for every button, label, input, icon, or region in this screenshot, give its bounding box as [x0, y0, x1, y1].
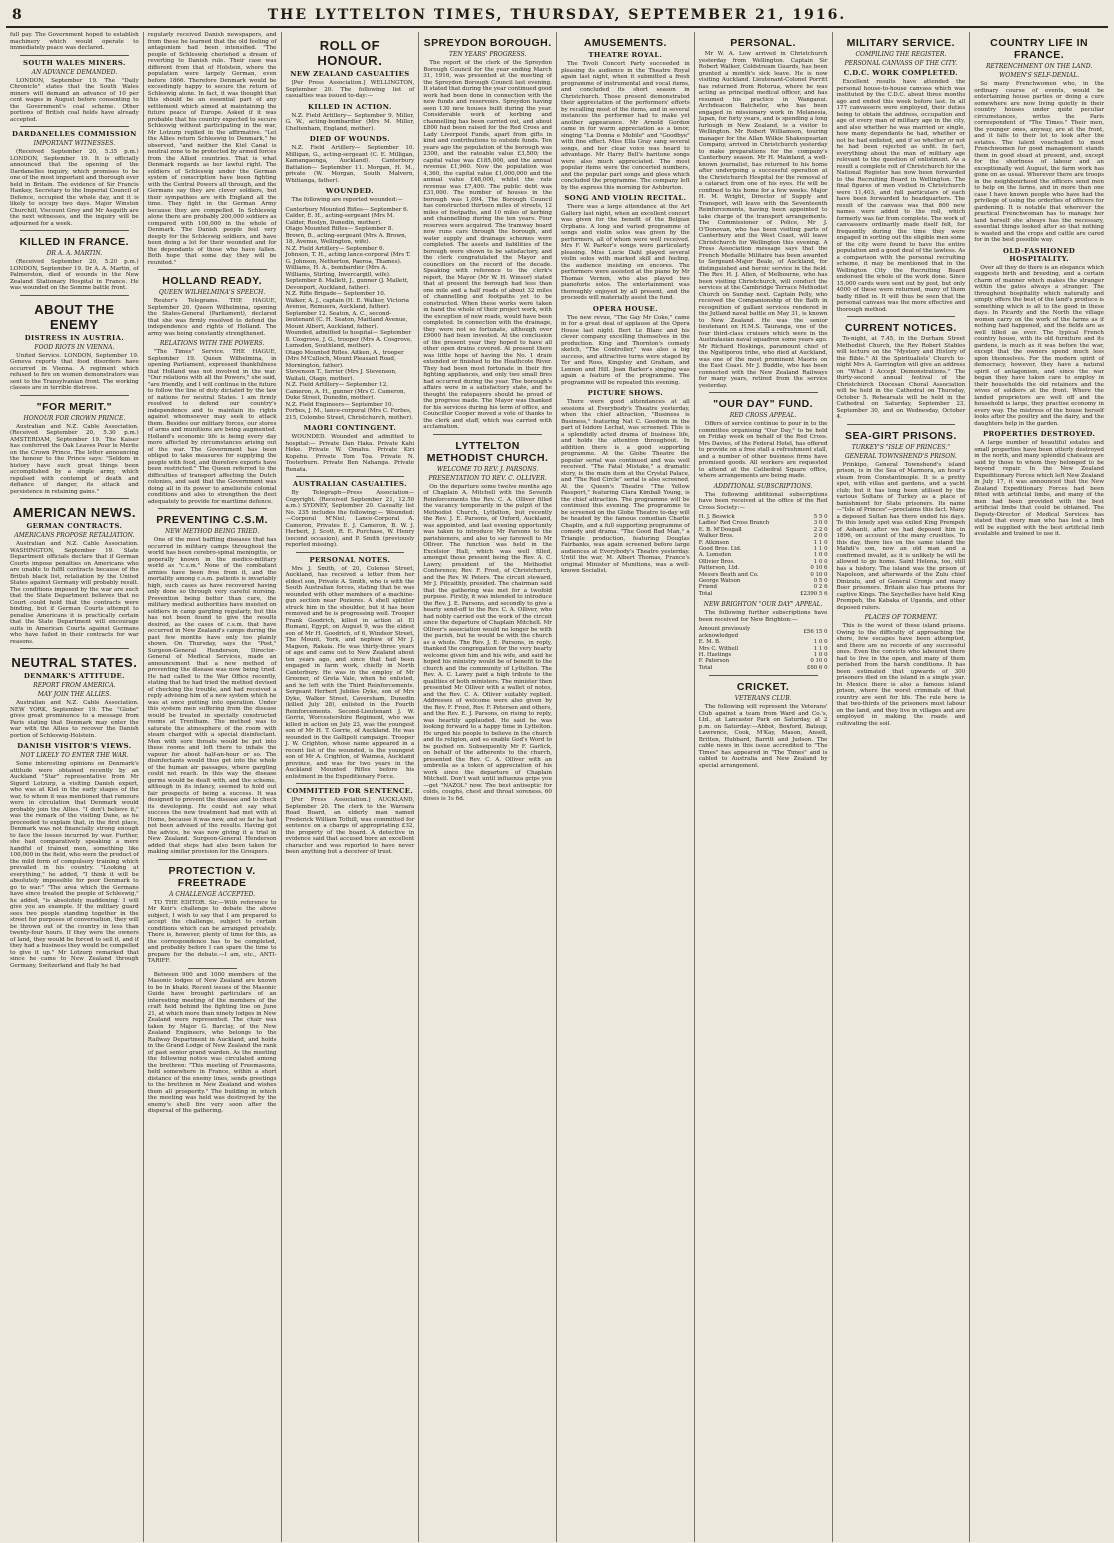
subheadline: WOUNDED.: [325, 187, 374, 195]
article-text: Mrs J. Smith, of 20, Colenso Street, Auckland, has received a letter from her eldest son, Private A. Smith, who is with the South Australian forces, stating that he was wounded with other members of a machine-gun section near Pozieres. A shell splinter struck him in the shoulder, but it has been removed and he is progressing well. Trooper Frank Goodrich, killed in action at El Rumani, Egypt, on August 9, was the eldest son of Mr H. Goodrich, of 6, Windsor Street, The Mount, York, and nephew of Mr J. Magson, Rakaia. He was thirty-three years of age and came out to New Zealand about ten years ago, and since that had been engaged in farm work, chiefly in North Canterbury. He was in the employ of Mr Greener, of Greta Vale, when he enlisted, and he left with the Third Reinforcements. Sergeant Herbert Jubilee Dyke, son of Mrs Dyke, Walker Street, Caversham, Dunedin (killed July 28), enlisted in the Fourth Reinforcements. Second-Lieutenant J. W. Gorrie, Worcestershire Regiment, who was killed in action on July 23, was the youngest son of Mr H. T. Gorrie, of Auckland. He was wounded in the Gallipoli campaign. Trooper J. W. Crighton, whose name appeared in a recent list of the wounded, is the youngest son of Mr A. Crighton, of Waimea, Auckland province, and was for two years in the Auckland Mounted Rifles before his enlistment in the Expeditionary Force.: [285, 565, 415, 780]
headline: ABOUT THE ENEMY: [34, 301, 115, 332]
column-4: [419, 32, 557, 1542]
headline: AMUSEMENTS.: [583, 37, 667, 49]
subheadline: DANISH VISITOR'S VIEWS.: [17, 742, 132, 750]
column-6: [695, 32, 833, 1542]
list-item: N.Z. Field Artillery— September 12. Cameron, A. H., gunner (Mrs C. Cameron, Duke Street, Dunedin, mother).: [285, 382, 406, 401]
subheadline: PERSONAL CANVASS OF THE CITY.: [844, 60, 958, 67]
subheadline: OPERA HOUSE.: [592, 304, 658, 313]
article-text: WOUNDED. Wounded and admitted to hospital:— Private Dan Haka. Private Kahi Heke. Private W. Omahu. Private Kiri Kopehu. Private Tom Toa. Private N. Tooterburn. Private Ben Nahanga. Private Renata.: [285, 434, 415, 473]
list-item: Stevenson T., farrier (Mrs J. Stevenson, Waitati, Otago, mother).: [285, 369, 397, 382]
subheadline: VETERANS CLUB.: [734, 695, 792, 703]
table-row: Friend 0 2 6: [698, 584, 828, 591]
headline: DARDANELLES COMMISSION: [12, 130, 137, 138]
subheadline: RETRENCHMENT ON THE LAND.: [986, 63, 1093, 70]
subheadline: GENERAL TOWNSHEND'S PRISON.: [844, 452, 957, 460]
subheadline: SONG AND VIOLIN RECITAL.: [564, 194, 687, 202]
subheadline: TURKEY'S "ISLE OF PRINCES.": [851, 443, 951, 451]
subheadline: FOOD RIOTS IN VIENNA.: [34, 343, 115, 351]
headline: AMERICAN NEWS.: [12, 505, 137, 520]
table-row: H. J. Beswick 5 5 0: [698, 514, 828, 520]
column-5: [557, 32, 695, 1542]
headline: NEUTRAL STATES.: [11, 655, 138, 670]
subheadline: PERSONAL NOTES.: [309, 555, 391, 564]
headline: "OUR DAY" FUND.: [713, 398, 814, 410]
column-1: [6, 32, 144, 1542]
table-row: E. M. B. 1 0 0: [698, 639, 828, 646]
article-text: United Service. LONDON, September 19. Geneva reports that food disorders have occurred in Vienna. A regiment which refused to fire on women demonstrators was sent to the Transylvanian front. The working classes are in terrible distress.: [10, 352, 139, 391]
headline: HOLLAND READY.: [162, 275, 262, 287]
article-text: Australian and N.Z. Cable Association. NEW YORK, September 19. The "Globe" gives great prominence to a message from Paris stating that Denmark may enter the war with the Allies to recover the Danish portion of Schleswig-Holstein.: [10, 700, 139, 739]
subheadline: QUEEN WILHELMINA'S SPEECH.: [158, 289, 266, 296]
article-text: (Received September 20, 5.35 p.m.) LONDON, September 19. It is officially announced that the opening of the Dardanelles inquiry, which promises to be one of the most important and thorough ever held in Britain. The evidence of Sir Francis Hankey, Secretary to the Imperial Council of Defence, occupied the whole day, and it is likely to occupy two days. Major Winston Churchill, Viscount Grey and Mr Asquith are the next witnesses, and the inquiry will be adjourned for a week.: [10, 149, 139, 227]
subheadline: OLD-FASHIONED HOSPITALITY.: [1003, 246, 1076, 263]
headline: PERSONAL.: [730, 37, 796, 49]
subheadline: NEW BRIGHTON "OUR DAY" APPEAL.: [703, 601, 823, 609]
table-row: H. Hastings 1 0 0: [698, 651, 828, 658]
subheadline: PICTURE SHOWS.: [587, 389, 664, 397]
article-text: "The Times" Service. THE HAGUE, September 19. Queen Wilhelmina, in opening Parliament, expressed thankfulness that Holland was not involved in the war. "Our relations with all the Powers," she said, "are friendly, and I will continue in the future to follow the line of duty dictated by the law of nations for neutral States. I am firmly resolved to defend our country's independence and to maintain its rights against whomsoever may seek to attack them. Besides our military forces, our stores of arms and munitions are being augmented. Holland's economic life is being every day more affected by circumstances arising out of the war. The Government has been obliged to take measures for supplying the people with food, and therefore exports have been restricted." The Queen referred to the difficulties of transport affecting the Dutch colonies, and said that the Government was doing all in its power to ameliorate colonial conditions and also to strengthen the fleet adequately to provide for maritime defence.: [147, 349, 277, 505]
subheadline: WOMEN'S SELF-DENIAL.: [999, 72, 1080, 79]
article-text: A large number of beautiful estates and small properties have been utterly destroyed in the north, and many splendid chateaux are said by those to whom they belonged to be beyond repair. In the New Zealand Expeditionary Forces which left New Zealand in July 17, it was announced that the New Zealand Expeditionary Forces had been fitted with artificial limbs, and many of the men had been provided with the best artificial limbs that could be obtained. The Deputy-Director of Medical Services has stated that every man who has lost a limb will be supplied with the best artificial limb available and trained to use it.: [974, 440, 1104, 537]
page-number: 8: [12, 7, 22, 23]
article-text: One of the most baffling diseases that has occurred in military camps throughout the world has been cerebro-spinal meningitis, or generally known in the medico-military world as "c.s.m." None of the combatant armies have been free from it, and the mortality among c.s.m. patients is invariably high, such cases as have recovered having only done so through very careful nursing. Prevention being better than cure, the military medical authorities have insisted on soldiers in camp gargling regularly, but this has not been found to give the results desired, as the cases of c.s.m. that have occurred in New Zealand's camps during the past few months have only too plainly shown. On Thursday, says the "Post," Surgeon-General Henderson, Director-General of Medical Services, made an announcement that a new method of preventing the disease was now being tried. He had called to the War Office recently, stating that he had tried the method devised of checking the trouble, and had received a reply advising him of a new system which he was at once putting into operation. Under this system men suffering from the disease would be treated in specially constructed rooms at Trentham. The method was to saturate the atmosphere of the room with steam charged with a special disinfectant. Men with sore throats would be put into these rooms and left there to inhale the vapour for about half-an-hour or so. The disinfectants would thus get into the whole of the human air passages, where gargling could not reach. In this way the disease germs would be dealt with, and the scheme, although in its infancy, seemed to hold out fair prospects of being a success. It was designed to prevent the disease and to check its developing. He could not say what success the new treatment had met with at Home, because it was new, and so far he had not been advised of the results. Having got the advice, he was now giving it a trial in New Zealand. Surgeon-General Henderson added that steps had also been taken for making similar provision for the Groupers.: [147, 537, 277, 855]
table-row: Ollivier Bros. 1 0 0: [698, 558, 828, 565]
subheadline: HONOUR FOR CROWN PRINCE.: [23, 414, 126, 422]
list-item: Wounded, admitted to hospital— September 8. Cosgrove, J. G., trooper (Mrs A. Cosgrove, Lumsden, Southland, mother).: [285, 330, 412, 349]
article-text: The new revue, "The Gay Mr Coke," came in for a great deal of applause at the Opera House last night. Bert Le Blanc and his clever company excelling themselves in the production. King and Thornton's comedy sketch, "The Controller," was also a big success, and attractive turns were staged by Ter and Ross, Kingsley and Graham, and Lennon and Hill. Joan Barker's singing was again a feature of the programme. The programme will be repeated this evening.: [561, 314, 690, 386]
article-text: The Tivoli Concert Party succeeded in pleasing its audience in the Theatre Royal again last night, when it submitted a fresh programme of instrumental and vocal items, and concluded its short season in Christchurch. Those present demonstrated their appreciation of the performers' efforts by recalling most of the items, and in several instances the performer had to make yet another appearance. Mr Arnold Gordon came in for warm appreciation as a tenor, singing "La Donna e Mobile" and "Goodbye" with fine effect. Miss Ella Gray sang several songs, and her clear voice was heard to advantage. Mr Harry Bell's baritone songs were also much appreciated. The most popular items were the concerted numbers, and the popular part songs and glees which concluded the programme. The company left by the express this morning for Ashburton.: [561, 61, 690, 191]
article-text: There was a large attendance at the Art Gallery last night, when an excellent concert was given for the benefit of the Belgian Orphans. A long and varied programme of songs and violin solos was given by the performers, all of whom were well received. Mrs F. W. Parker's songs were particularly pleasing. Miss Lucie Dahl played several violin solos with marked skill and feeling, the audience insisting on encores. The performers were assisted at the piano by Mr Thomas Vernon, who also played two pianoforte solos. The entertainment was thoroughly enjoyed by all present, and the proceeds will materially assist the fund.: [561, 204, 690, 301]
columns: [6, 32, 1108, 1542]
article-text: To-night, at 7.45, in the Durham Street Methodist Church, the Rev Robert Stables will lecture on the "Mystery and History of the Bible." At the Spiritualists' Church to-night Mrs A. Garrington will give an address on "What I Accept Demonstrations." The thirty-second annual festival of the Christchurch Diocesan Choral Association will be held in the Cathedral on Thursday, October 5. Rehearsals will be held in the Cathedral on Saturday, September 23, September 30, and on Wednesday, October 4.: [836, 336, 966, 420]
table-row: Patterson, Ltd. 0 10 6: [698, 565, 828, 572]
list-item: September 12. Seaton, A. C., second-lieutenant (C. H. Seaton, Maitland Avenue, Mount Albert, Auckland, father).: [285, 310, 408, 330]
article-text: Australian and N.Z. Cable Association. (Received September 20, 5.30 p.m.) AMSTERDAM, September 19. The Kaiser has conferred the Oak Leaves Pour le Merite on the Crown Prince. The letter announcing the honour to the Prince says: "Seldom in history have such great things been accomplished by a single army, which repulsed with contempt of death and defiance of danger, its attack and persistence in retaining gains.": [10, 423, 139, 495]
masthead: [6, 4, 1108, 28]
list-item: September 8. Mallett, J., gunner (J. Mallett, Devonport, Auckland, father).: [285, 278, 409, 291]
table-row: Messrs Beath and Co. 0 10 0: [698, 571, 828, 578]
headline: SOUTH WALES MINERS.: [23, 58, 126, 67]
subheadline: GERMAN CONTRACTS.: [26, 522, 123, 530]
table-row: Mrs C. Withell 1 1 0: [698, 645, 828, 652]
subheadline: PRESENTATION TO REV. C. OLLIVER.: [428, 474, 547, 482]
subheadline: AN ADVANCE DEMANDED.: [31, 68, 118, 76]
article-text: This is the worst of these island prisons. Owing to the difficulty of approaching the shore, few escapes have been attempted, and there are no records of any successful ones. Even the convicts who laboured there had to live in the open, and many of them perished from the harsh conditions. It has been estimated that upwards of 300 prisoners died on the island in a single year. In Mexico there is also a famous island prison, where the worst criminals of that country are sent for life. The rule here is that two-thirds of the prisoners must labour on the land, and they live in villages and are employed in making the roads and cultivating the soil.: [836, 623, 966, 727]
list-item: N.Z. Field Engineers— September 10. Forbes, J. M., lance-corporal (Mrs C. Forbes, 215, Colombo Street, Christchurch, mother).: [285, 401, 413, 421]
article-text: Excellent results have attended the personal house-to-house canvass which was instituted by the C.D.C. about three months ago and ended this week before last. In all 177 canvassers were employed, their duties being to obtain the address, occupation and age of every man of military age in the city, and also whether he was married or single, how many dependants he had, whether or not he had enlisted, and if so whether or not he had been rejected as unfit. In fact, everything about the man of military age relevant to the question of enlistment. As a result a complete roll of Christchurch for the National Register has now been forwarded to the Recruiting Board in Wellington. The final figures of men visited in Christchurch were 11,403, and full particulars of each have been forwarded to headquarters. The result of the canvass was that 800 new names were added to the roll, which formerly was far from complete. The work of canvassers ordinarily made itself felt, for frequently during the time they were engaged in sorting out the eligible men some of the city were found to have the entire population and a good deal of the lawless. As a comparison with the personal recruiting scheme, it may be mentioned that in the Wellington City the Recruiting Board endorsed the whole of the work done. Since 15,000 cards were sent out by post, but only 4000 of these were returned, many of them badly filled in. It will thus be seen that the personal canvass was the more effective and thorough method.: [836, 79, 966, 313]
list-item: N.Z. Rifle Brigade— September 10.: [285, 291, 386, 297]
article-text: Offers of service continue to pour in to the committee organising "Our Day," to be held on Friday week on behalf of the Red Cross. Mrs Davies, of the Federal Hotel, has offered to provide on a free stall a refreshment stall, and a number of other business firms have promised goods. All workers are requested to attend at the Cathedral Square office, where arrangements are being made.: [698, 421, 828, 479]
subscriptions-table: [699, 514, 828, 597]
subheadline: REPORT FROM AMERICA.: [33, 682, 116, 689]
subheadline: PROPERTIES DESTROYED.: [982, 430, 1096, 438]
subheadline: MAORI CONTINGENT.: [303, 424, 397, 432]
subheadline: DISTRESS IN AUSTRIA.: [24, 333, 125, 342]
article-text: Between 900 and 1000 members of the Masonic lodges of New Zealand are known to be in khaki. Recent issues of the Masonic Guide have brought particulars of an interesting meeting of the members of the craft held behind the fighting line on June 21, at which more than ninety lodges in New Zealand were represented. The chair was taken by Major G. Barclay, of the New Zealand Engineers, who belongs to the Railway Department in Auckland, and holds in the Grand Lodge of New Zealand the rank of past senior grand warden. As the meeting the following notice was circulated among the brethren: "This meeting of Freemasons, held somewhere in France, within a short distance of the enemy lines, sends greetings to the brethren in New Zealand and wishes them all prosperity." The building in which the meeting was held was destroyed by the enemy's shell fire very soon after the dispersal of the gathering.: [147, 971, 277, 1114]
table-row: Good Bros. Ltd. 1 1 0: [698, 546, 828, 553]
subheadline: DIED OF WOUNDS.: [309, 135, 390, 143]
table-row: Total £2390 5 6: [698, 590, 828, 597]
article-text: [Per Press Association.] WELLINGTON, September 20. The following list of casualties was issued to-day:—: [285, 80, 415, 99]
subheadline: AUSTRALIAN CASUALTIES.: [292, 480, 407, 488]
article-text: Some interesting opinions on Denmark's attitude were obtained recently by an Auckland "Star" representative from Mr Sigurd Lotzurp, a visiting Danish expert, who was at Kiel in the early stages of the war, to whom it was mentioned that rumours were in circulation that Denmark would probably join the Allies. "I don't believe it," was the remark of the visiting Dane, as he proceeded to explain that, in the first place, Denmark was not financially strong enough to face the losses incurred by war. Further, she had comparatively speaking a mere handful of trained men, something like 100,000 in the field, who were the product of the mild form of compulsory training which prevailed in his country. "Looking at everything," he added, "I think it will be absolutely impossible for poor Denmark to go to war." "The area which the Germans have since treated the people of Schleswig," he added, "is absolutely maddening. I will give you an example. If the military guard sees two people standing together in the street for purposes of conversation, they will be thrown out of the country in less than twenty-four hours. If they were the owners of land, they would be forced to sell it, and if they had a business they would be compelled to give it up." Mr Lotzurp remarked that since he came to New Zealand through Germany, Switzerland and Italy he had: [10, 761, 139, 969]
article-text: [Per Press Association.] AUCKLAND, September 20. The clerk to the Waroara Road Board, an elderly man named Frederick William Tothill, was committed for sentence on a charge of appropriating £32, the property of the board. A detective in evidence said that accused bore an excellent character and was reported to have never been anything but a deceiver of trust.: [285, 797, 415, 855]
headline: COUNTRY LIFE IN FRANCE.: [990, 37, 1089, 61]
table-row: Walker Bros. 2 0 0: [698, 533, 828, 540]
subheadline: ADDITIONAL SUBSCRIPTIONS.: [713, 482, 813, 490]
article-text: N.Z. Field Artillery— September 9. Miller, G. W., acting-bombardier (Mrs M. Miller, Cheltenham, England, mother).: [285, 112, 415, 132]
article-text: The following are reported wounded:—: [291, 197, 403, 203]
article-text: N.Z. Field Artillery— September 10. Milligan, G., acting-sergeant (C. E. Milligan, Kamangaonga, Auckland). Canterbury Battalion— September 11. Morgan, H. M., private (W. Morgan, South Malvern, Whitianga, father).: [285, 145, 415, 184]
headline: "FOR MERIT.": [36, 400, 113, 413]
subheadline: A CHALLENGE ACCEPTED.: [169, 890, 256, 898]
headline: CURRENT NOTICES.: [844, 322, 957, 334]
article-text: Over all they do there is an elegance which suggests birth and breeding, and a certain charm of manner which makes the stranger within the gates always a stranger. The throughout hospitality which naturally and simply offers the best of the land's produce is something which is all to the good in these days. In Picardy and the North the village women carry on the work of the farms as if nothing had happened, and the fields are as well tilled as ever. The typical French country house, with its old furniture and its gardens, is much as it was before the war, except that the owners spend much less upon themselves. For the modern spirit of democracy, however, they have a natural spirit of antagonism, and since the war began they have taken care to employ in their households the old retainers and the wives of soldiers at the front. Where the landed proprietors are well off and the household is large, they practise economy in every way. The mistress of the house herself looks after the poultry and the dairy, and the daughters help in the garden.: [974, 264, 1104, 427]
article-text: On the departure some twelve months ago of Chaplain A. Mitchell with the Seventh Reinforcements the Rev. C. A. Olliver filled the vacancy temporarily in the pulpit of the Methodist Church, Lyttelton, but recently the Rev. J. E. Parsons, of Oxford, Auckland, was appointed, and last evening opportunity was taken to introduce Mr Parsons to the parishioners, and also to say farewell to Mr Olliver. The function was held in the Excelsior Hall, which was well filled, amongst those present being the Rev. A. C. Lawry, president of the Methodist Conference; Rev. F. Frost, of Christchurch, and the Rev. W. Peters. The circuit steward, Mr J. Pitcaithly, presided. The chairman said that the gathering was met for a twofold purpose. Firstly, it was intended to introduce the Rev. J. E. Parsons, and secondly to give a hearty send-off to the Rev. C. A. Olliver, who had nobly carried out the work of the circuit since the departure of Chaplain Mitchell. Mr Olliver's association would no longer be with the parish, but he would be with the church as a whole. The Rev. J. E. Parsons, in reply, thanked the congregation for the very hearty welcome given him and his wife, and said he hoped his ministry would be of benefit to the church and the community of Lyttelton. The Rev. A. C. Lawry paid a high tribute to the qualities of both ministers. The minister then presented Mr Olliver with a wallet of notes, and the Rev. C. A. Olliver suitably replied. Addresses of welcome were also given by the Rev. F. Frost, Rev. F. Petersen and others, and the Rev. E. J. Parsons, on rising to reply, was heartily applauded. He said he was looking forward to a happy time in Lyttelton. He urged his people to believe in the church and its religion, and so enable God's Word to be pushed on. Subsequently Mr F. Garlick, on behalf of the adherents to the church, presented the Rev. C. A. Olliver with an umbrella as a token of appreciation of his work since the departure of Chaplain Mitchell. Don't wait until influenza grips you—get "NAZOL" now. The best antiseptic for colds, coughs, chest and throat soreness. 60 doses is 1s 6d.: [423, 483, 552, 802]
subheadline: DR A. A. MARTIN.: [46, 250, 103, 257]
article-text: LONDON, September 19. The "Daily Chronicle" states that the South Wales miners will demand an advance of 10 per cent wages in August before consenting to the Government's coal scheme. Other portions of British coal fields have already accepted.: [10, 77, 139, 123]
table-row: A. Lumsden 1 0 0: [698, 552, 828, 559]
headline: MILITARY SERVICE.: [846, 37, 956, 49]
article-text: Reuter's Telegrams. THE HAGUE, September 20. Queen Wilhelmina, opening the States-General (Parliament), declared that she was firmly resolved to defend the independence and rights of Holland. The army was being constantly strengthened.: [147, 298, 277, 337]
wounded-list: [286, 207, 415, 422]
table-row: E. B. M'Dougall 2 2 0: [698, 526, 828, 533]
masthead-title: THE LYTTELTON TIMES, THURSDAY, SEPTEMBER 21, 1916.: [267, 7, 847, 23]
subheadline: COMPILING THE REGISTER.: [855, 51, 947, 58]
article-text: Prinkipo, General Townshend's island prison, is in the Sea of Marmora, an hour's steam from Constantinople. It is a pretty spot, with villas and gardens, and a yacht club; but it has long been utilised by the various Sultans of Turkey as a place of banishment for State prisoners. Its name—"Isle of Princes"—proclaims this fact. Many a deposed Sultan has there ended his days. To this lonely spot was exiled King Prempeh of Ashanti, after we had deposed him in 1896, on account of the many cruelties. To this day, there lies on the same island the Mahdi's son, now an old man and a confirmed invalid, as it is unlikely he will be allowed to go home. Saint Helena, too, still has a history. The island was the prison of Napoleon, and afterwards of the Zulu chief Dinizulu, and of General Cronje and many Boer prisoners. Britain also has prisons for captive Kings. The Seychelles have held King Prempeh, the Kabaka of Uganda, and other deposed rulers.: [836, 461, 966, 611]
headline: KILLED IN FRANCE.: [19, 236, 130, 248]
table-row: Ladies' Red Cross Branch 3 0 0: [698, 520, 828, 527]
article-text: The following additional subscriptions have been received at the office of the Red Cross Society:—: [698, 491, 828, 511]
list-item: Otago Mounted Rifles. Aitken, A., trooper (Mrs M'Culloch, Mount Pleasant Road, Mornington, father).: [285, 349, 404, 369]
column-8: [970, 32, 1108, 1542]
table-row: George Watson 0 5 0: [698, 578, 828, 585]
subheadline: THEATRE ROYAL.: [588, 51, 663, 59]
headline: SEA-GIRT PRISONS.: [844, 429, 957, 442]
article-text: The report of the clerk of the Spreydon Borough Council for the year ending March 31, 1916, was presented at the meeting of the Spreydon Borough Council last evening. It stated that during the year continued good work had been done in connection with the new funds and reservoirs. Spreydon having seen 130 new houses built during the year. Considerable work of kerbing and channelling has been carried out, and about £800 had been raised for the Red Cross and Lady Liverpool Funds, apart from gifts in kind and contributions to outside funds. Ten years ago the population of the borough was 2300, and the rateable value £3,500; the capital value was £185,000, and the annual revenue £1,960. Now the population was 4,360, the capital value £1,000,000 and the annual value £48,000, whilst the rate revenue was £7,400. The public debt was £31,000. The number of houses in the borough was 1,094. The Borough Council has constructed thirteen miles of streets, 12 miles of footpaths, and 10 miles of kerbing and channelling during the ten years. Four reserves were acquired. The tramway board now runs cars through the borough, and water supply and drainage schemes were completed. The assets and liabilities of the borough were shown to be satisfactory, and the clerk congratulated the Mayor and councillors on the record of the decade. Speaking with reference to the clerk's report, the Mayor (Mr W. H. Winsor) stated that at present the borough had less than one mile and a half roads of about 32 miles of channelling and footpaths yet to be constructed. When these works were taken in hand the whole of their project work, with the exception of new roads, would have been completed. In connection with the drainage, they were not so fortunate, although over £9000 had been invested. At the conclusion of the present year they hoped to have all other open drains covered. At present there was little hope of having the No. 1 drain extended or finished to the Heathcote River. They had been most fortunate in their fire fighting appliances, and only two small fires had occurred during the year. The borough's affairs were in a satisfactory state, and he thought the ratepayers should be proud of the progress made. The Mayor was thanked for his services during his term of office, and Councillor Cooper moved a vote of thanks to the clerk and staff, which was carried with acclamation.: [423, 60, 552, 430]
subheadline: RELATIONS WITH THE POWERS.: [159, 340, 265, 347]
article-text: By Telegraph—Press Association—Copyright. (Received September 21, 12.50 a.m.) SYDNEY, September 20. Casualty list No. 235 includes the following:— Wounded:—Corporal M'Niel, Lance-Corporal A. Cameron, Privates E. J. Cameron, B. W. J. Herbert, J. Scott, R. E. Purchase, W. Henry (second occasion), and P. Smith (previously reported missing).: [285, 490, 415, 548]
list-item: Brown, B., acting-sergeant (Mrs A. Brown, 18, Avenue, Wellington, wife).: [285, 232, 407, 245]
article-text: regularly received Danish newspapers, and from these he learned that the old feeling of antagonism had been intensified. "The people of Schleswig cherished a dream of reverting to Danish rule. Their case was different from that of Holstein, where the population were largely German, even before 1866. Therefore Denmark would be exceedingly happy to secure the return of Schleswig alone. In fact, it was thought that this should be an essential part of any settlement which aimed at maintaining the future peace of Europe. Asked if it was probable that his country expected to secure Schleswig without participating in the war, Mr Lotzurp replied in the affirmative. "Let the Allies return Schleswig to Denmark," he observed, "and neither the Kiel Canal is neutral zone to be protected by armed forces from the Allied countries. That is what Denmark regards as her lawful right. The soldiers of Schleswig under the German system of conscription have been fighting with the Central Powers all through, and the Germans say they are clever soldiers, but their sympathies are with England all the time. They fight in the German Army because they are compelled. In Schleswig alone there are probably 200,000 soldiers as compared with 100,000 in the whole of Denmark. The Danish people feel very deeply for the Schleswig soldiers, and have been doing a lot for their wounded and for the dependants of those who have fallen. Both hope that some day they will be reunited.": [147, 32, 277, 266]
article-text: There were good attendances at all sessions at Everybody's Theatre yesterday, when the chief attraction, "Business is Business," featuring Nat C. Goodwin in the part of Isidore Lechat, was screened. This is a splendidly acted drama of business life, and holds the attention throughout. In addition there is a good supporting programme. At the Globe Theatre the popular serial was continued and was well received. "The Fatal Mistake," a dramatic story, is the main item at the Crystal Palace, and "The Red Circle" serial is also screened. At the Queen's Theatre "The Yellow Passport," featuring Clara Kimball Young, is the chief attraction. The programme will be continued this evening. The programme to be screened on the Globe Theatre to-day will be headed by the famous comedian Charlie Chaplin, and a full supporting programme of comedy and drama. "The Good Bad Man," a Triangle production, featuring Douglas Fairbanks, was again screened before large audiences at Everybody's Theatre yesterday. Until the war, M. Albert Thomas, France's original Minister of Munitions, was a well-known Socialist.: [561, 399, 690, 574]
list-item: Williams, H. A., bombardier (Mrs A. Williams, Stirling, Invercargill, wife).: [285, 265, 391, 278]
subheadline: MAY JOIN THE ALLIES.: [37, 691, 112, 698]
list-item: Canterbury Mounted Rifles— September 6.: [285, 206, 409, 213]
list-item: N.Z. Field Artillery— September 6.: [285, 245, 385, 252]
list-item: Johnson, T. H., acting lance-corporal (Mrs T. G. Johnson, Netherton, Paeroa, Thames).: [285, 252, 411, 265]
headline: PROTECTION V. FREETRADE: [168, 864, 256, 889]
subheadline: RED CROSS APPEAL.: [729, 412, 797, 419]
subheadline: IMPORTANT WITNESSES.: [33, 140, 116, 147]
table-row: Total £60 6 0: [698, 664, 828, 671]
article-text: So many Frenchwomen who, in the ordinary course of events, would be entertaining house parties or doing a cure somewhere are now living quietly in their country houses under quite peculiar circumstances, writes the Paris correspondent of "The Times." Their men, the younger ones, anyway, are at the front, and it falls to their lot to look after the estates. The talent vouchsafed to most Frenchwomen for good management stands them in good stead at present, and, except for the shortness of labour and an exceptionally wet August, the farm work has gone on as usual. Wherever there are troops in the neighbourhood the officers send men to help on the farms, and in more than one case I have known people who have had the privilege of using the orderlies of officers for gardening. It is notable that wherever the practical Frenchwoman has to manage her land herself she always has the necessary, essential things looked after so that nothing is wasted and the crops and cattle are cared for in the best possible way.: [974, 81, 1104, 243]
table-row: Amount previously acknowledged £56 15 0: [698, 626, 828, 639]
article-text: Mr W. A. Low arrived in Christchurch yesterday from Wellington. Captain Sir Robert Walker, Coldstream Guards, has been granted a month's sick leave. He is now visiting Auckland. Lieutenant-Colonel Porritt has returned from Rotorua, where he was acting as principal medical officer, and has resumed his practice in Wanganui. Archdeacon Batchelor, who has been engaged in missionary work in Melanesia, Japan, for forty years, and is spending a long furlough in New Zealand, is a visitor to Wellington. Mr Robert Williamson, touring manager for the Allan Wilkie Shakespearian Company, arrived in Christchurch yesterday to make preparations for the company's Canterbury season. Mr H. Mainland, a well-known journalist, has returned to his home after undergoing a successful operation at the Christchurch Hospital for the removal of a cataract from one of his eyes. He will be confined to his home for a few weeks. Major H. M. Wright, Director of Supply and Transport, will leave with the Seventeenth Reinforcements, having been appointed to take charge of the transport arrangements. The Commissioner of Police, Mr J. O'Donovan, who has been visiting parts of Canterbury and the West Coast, will leave Christchurch for Wellington this evening. A Press Association message says that the French Medaille Militaire has been awarded to Sergeant-Major Beale, of Auckland, for distinguished and heroic service in the field. The Rev. H. J. Allen, of Melbourne, who has been visiting Christchurch, will conduct the services at the Cambridge Terrace Methodist Church on Sunday next. Captain Pelly, who received the Companionship of the Bath in recognition of gallant services rendered in the Jutland naval battle on May 31, is known to New Zealand. He was the senior lieutenant on H.M.S. Tauranga, one of the four third-class cruisers which were in the Australasian naval squadron some years ago. Mr Richard Hoskings, paramount chief of the Ngatiporou tribe, who died at Auckland, was one of the most prominent Maoris on the East Coast. Mr J. Buddle, who has been connected with the New Zealand Railways for many years, retired from the service yesterday.: [698, 51, 828, 389]
subheadline: NEW METHOD BEING TRIED.: [165, 528, 260, 535]
headline: PREVENTING C.S.M.: [156, 514, 268, 526]
subheadline: KILLED IN ACTION.: [308, 102, 392, 111]
list-item: Walker, A. J., captain (H. E. Walker, Victoria Avenue, Remuera, Auckland, father).: [285, 297, 409, 310]
headline: ROLL OF HONOUR.: [317, 38, 383, 68]
headline: SPREYDON BOROUGH.: [423, 37, 552, 49]
article-text: (Received September 20, 5.20 p.m.) LONDON, September 19. Dr A. A. Martin, of Palmerston, died of wounds in the New Zealand Stationary Hospital in France. He was wounded on the Somme battle front.: [10, 259, 139, 291]
subheadline: NEW ZEALAND CASUALTIES: [290, 70, 410, 78]
subheadline: TEN YEARS' PROGRESS.: [448, 51, 527, 58]
subheadline: NOT LIKELY TO ENTER THE WAR.: [20, 752, 129, 759]
list-item: Otago Mounted Rifles— September 8.: [285, 226, 394, 232]
subheadline: C.D.C. WORK COMPLETED.: [843, 69, 958, 77]
column-7: [833, 32, 971, 1542]
subheadline: AMERICANS PROPOSE RETALIATION.: [14, 532, 135, 539]
article-text: The following further subscriptions have been received for New Brighton:—: [698, 610, 828, 623]
subheadline: DENMARK'S ATTITUDE.: [23, 672, 125, 680]
article-text: TO THE EDITOR. Sir,—With reference to Mr Keir's challenge to debate the above subject, I wish to say that I am prepared to accept the challenge, subject to certain conditions which can be arranged privately. There is, however, plenty of time for this, as the correspondence has to be completed, and probably before I can spare the time to prepare for the debate.—I am, etc., ANTI-TARIFF.: [147, 899, 277, 964]
article-text: Australian and N.Z. Cable Association. WASHINGTON, September 19. State Department officials declare that if German Courts impose penalties on Americans who are unable to fulfil contracts because of the British black list, retaliation by the United States against Germany will probably result. The conditions imposed by the war are such that the State Department believes that no Court could hold that the contracts were binding, but if German Courts attempt to penalise Americans it is practically certain that the State Department will encourage suits in American Courts against Germans who have failed in their contracts for war reasons.: [10, 541, 139, 645]
subscriptions-table: [699, 626, 828, 671]
column-2: [144, 32, 282, 1542]
column-3: [282, 32, 420, 1542]
headline: COMMITTED FOR SENTENCE.: [286, 787, 414, 795]
table-row: F. Paterson 0 10 0: [698, 658, 828, 665]
article-text: The following will represent the Veterans' Club against a team from Ward and Co.'s, Ltd., at Lancaster Park on Saturday, at 2 p.m. on Saturday:—Abbot, Boxford, Batsup, Lawrence, Cook, M'Kay, Mason, Ansell, Britten, Hubbard, Barritt and Judson. The cable news in this issue accredited to "The Times" has appeared in "The Times" and is cabled to Australia and New Zealand by special arrangement.: [698, 704, 828, 769]
headline: LYTTELTON METHODIST CHURCH.: [426, 439, 549, 464]
subheadline: PLACES OF TORMENT.: [864, 614, 938, 621]
table-row: F. Atkinson 1 1 0: [698, 539, 828, 546]
subheadline: WELCOME TO REV. J. PARSONS.: [436, 465, 539, 473]
headline: CRICKET.: [736, 681, 790, 694]
list-item: Calder, E. H., acting-sergeant (Mrs M. Calder, Roslyn, Dunedin, mother).: [285, 213, 395, 226]
article-text: full pay. The Government hoped to establish machinery which would operate to immediately peace was declared.: [10, 32, 139, 51]
